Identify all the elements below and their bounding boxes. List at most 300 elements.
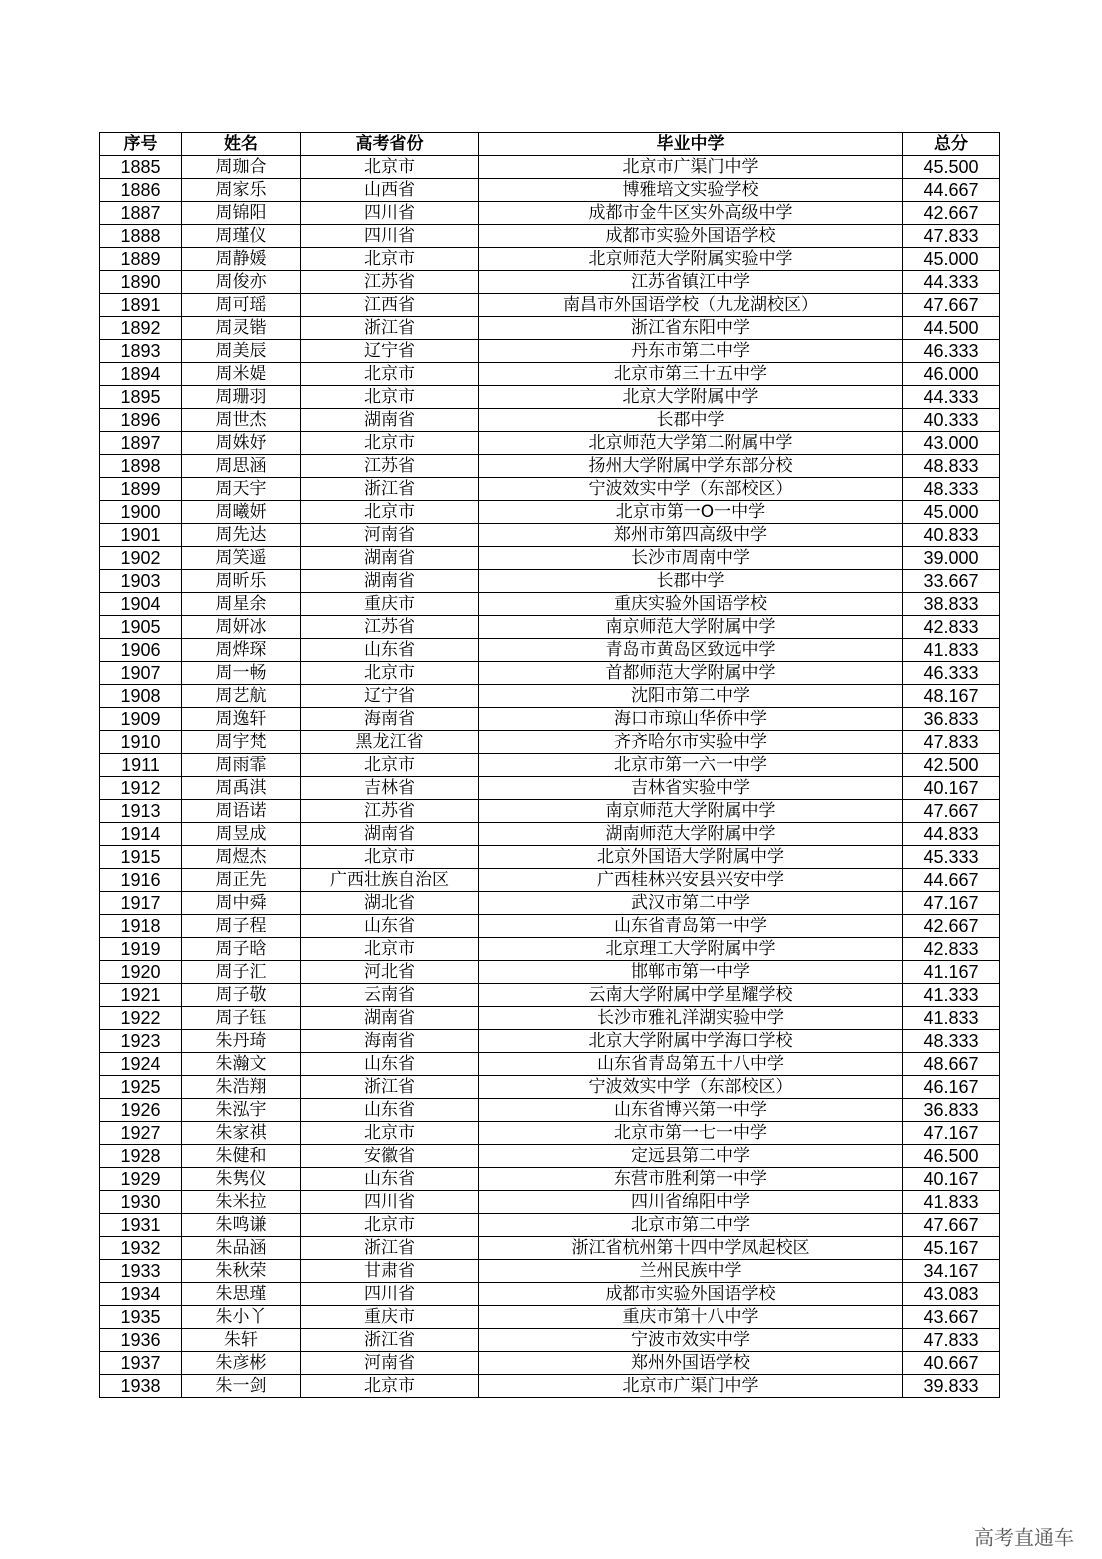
cell-score: 45.500 (903, 156, 1000, 179)
cell-school: 北京市广渠门中学 (479, 156, 903, 179)
table-row (100, 938, 1000, 961)
table-row (100, 1283, 1000, 1306)
cell-index: 1921 (100, 984, 182, 1007)
cell-score: 47.833 (903, 1329, 1000, 1352)
cell-province: 浙江省 (301, 1237, 479, 1260)
cell-index: 1897 (100, 432, 182, 455)
cell-province: 山东省 (301, 1099, 479, 1122)
cell-score: 40.667 (903, 1352, 1000, 1375)
cell-province: 湖北省 (301, 892, 479, 915)
cell-name: 周可瑶 (182, 294, 301, 317)
table-row (100, 1214, 1000, 1237)
cell-province: 湖南省 (301, 823, 479, 846)
cell-school: 北京理工大学附属中学 (479, 938, 903, 961)
table-row (100, 639, 1000, 662)
cell-school: 吉林省实验中学 (479, 777, 903, 800)
cell-name: 周姝妤 (182, 432, 301, 455)
cell-province: 黑龙江省 (301, 731, 479, 754)
table-row (100, 1007, 1000, 1030)
table-row (100, 869, 1000, 892)
cell-school: 博雅培文实验学校 (479, 179, 903, 202)
cell-score: 43.667 (903, 1306, 1000, 1329)
cell-province: 湖南省 (301, 547, 479, 570)
table-row (100, 179, 1000, 202)
header-school: 毕业中学 (479, 133, 903, 156)
cell-index: 1898 (100, 455, 182, 478)
cell-score: 44.333 (903, 386, 1000, 409)
cell-score: 40.333 (903, 409, 1000, 432)
cell-score: 42.500 (903, 754, 1000, 777)
cell-name: 朱彦彬 (182, 1352, 301, 1375)
cell-school: 成都市实验外国语学校 (479, 1283, 903, 1306)
cell-name: 周煜杰 (182, 846, 301, 869)
cell-school: 宁波效实中学（东部校区） (479, 478, 903, 501)
cell-index: 1885 (100, 156, 182, 179)
cell-index: 1928 (100, 1145, 182, 1168)
cell-score: 44.667 (903, 179, 1000, 202)
header-row (100, 133, 1000, 156)
table-row (100, 501, 1000, 524)
cell-name: 周俊亦 (182, 271, 301, 294)
cell-score: 46.167 (903, 1076, 1000, 1099)
table-row (100, 708, 1000, 731)
cell-index: 1925 (100, 1076, 182, 1099)
cell-index: 1935 (100, 1306, 182, 1329)
cell-province: 山东省 (301, 915, 479, 938)
cell-score: 45.000 (903, 248, 1000, 271)
cell-name: 周灵锴 (182, 317, 301, 340)
cell-school: 东营市胜利第一中学 (479, 1168, 903, 1191)
table-row (100, 432, 1000, 455)
cell-index: 1907 (100, 662, 182, 685)
table-row (100, 1306, 1000, 1329)
cell-province: 河南省 (301, 1352, 479, 1375)
cell-province: 北京市 (301, 432, 479, 455)
cell-name: 周语诺 (182, 800, 301, 823)
table-row (100, 915, 1000, 938)
cell-index: 1922 (100, 1007, 182, 1030)
cell-school: 南京师范大学附属中学 (479, 800, 903, 823)
cell-province: 四川省 (301, 202, 479, 225)
table-row (100, 1352, 1000, 1375)
cell-score: 47.667 (903, 800, 1000, 823)
cell-name: 朱小丫 (182, 1306, 301, 1329)
cell-score: 42.833 (903, 938, 1000, 961)
cell-name: 周静媛 (182, 248, 301, 271)
table-row (100, 1375, 1000, 1398)
cell-score: 41.167 (903, 961, 1000, 984)
cell-index: 1910 (100, 731, 182, 754)
table-row (100, 892, 1000, 915)
cell-name: 朱秋荣 (182, 1260, 301, 1283)
cell-index: 1887 (100, 202, 182, 225)
cell-score: 34.167 (903, 1260, 1000, 1283)
cell-province: 甘肃省 (301, 1260, 479, 1283)
table-row (100, 593, 1000, 616)
cell-name: 周思涵 (182, 455, 301, 478)
cell-score: 48.167 (903, 685, 1000, 708)
table-body (100, 156, 1000, 1398)
cell-score: 44.500 (903, 317, 1000, 340)
cell-index: 1909 (100, 708, 182, 731)
cell-name: 周星余 (182, 593, 301, 616)
cell-index: 1938 (100, 1375, 182, 1398)
cell-score: 38.833 (903, 593, 1000, 616)
cell-name: 周子钰 (182, 1007, 301, 1030)
cell-province: 山东省 (301, 639, 479, 662)
cell-province: 江西省 (301, 294, 479, 317)
cell-school: 扬州大学附属中学东部分校 (479, 455, 903, 478)
cell-province: 浙江省 (301, 317, 479, 340)
cell-name: 朱隽仪 (182, 1168, 301, 1191)
table-row (100, 1122, 1000, 1145)
table-row (100, 846, 1000, 869)
cell-index: 1908 (100, 685, 182, 708)
cell-province: 江苏省 (301, 271, 479, 294)
cell-school: 四川省绵阳中学 (479, 1191, 903, 1214)
cell-name: 周艺航 (182, 685, 301, 708)
cell-score: 41.833 (903, 1007, 1000, 1030)
cell-index: 1917 (100, 892, 182, 915)
cell-province: 北京市 (301, 386, 479, 409)
cell-province: 北京市 (301, 846, 479, 869)
cell-name: 朱家祺 (182, 1122, 301, 1145)
cell-province: 吉林省 (301, 777, 479, 800)
cell-name: 朱瀚文 (182, 1053, 301, 1076)
table-row (100, 225, 1000, 248)
cell-name: 周中舜 (182, 892, 301, 915)
table-row (100, 248, 1000, 271)
table-row (100, 961, 1000, 984)
cell-index: 1926 (100, 1099, 182, 1122)
cell-province: 北京市 (301, 938, 479, 961)
cell-index: 1895 (100, 386, 182, 409)
table-row (100, 156, 1000, 179)
cell-name: 朱思瑾 (182, 1283, 301, 1306)
cell-school: 宁波效实中学（东部校区） (479, 1076, 903, 1099)
table-row (100, 1329, 1000, 1352)
cell-school: 齐齐哈尔市实验中学 (479, 731, 903, 754)
cell-score: 46.333 (903, 662, 1000, 685)
table-row (100, 1099, 1000, 1122)
cell-province: 辽宁省 (301, 340, 479, 363)
header-index: 序号 (100, 133, 182, 156)
table-row (100, 202, 1000, 225)
cell-province: 北京市 (301, 248, 479, 271)
cell-school: 重庆实验外国语学校 (479, 593, 903, 616)
cell-score: 47.167 (903, 892, 1000, 915)
header-province: 高考省份 (301, 133, 479, 156)
cell-name: 周美辰 (182, 340, 301, 363)
cell-index: 1900 (100, 501, 182, 524)
cell-name: 朱丹琦 (182, 1030, 301, 1053)
table-row (100, 754, 1000, 777)
header-name: 姓名 (182, 133, 301, 156)
cell-name: 周逸轩 (182, 708, 301, 731)
cell-name: 朱米拉 (182, 1191, 301, 1214)
cell-school: 北京大学附属中学 (479, 386, 903, 409)
cell-school: 湖南师范大学附属中学 (479, 823, 903, 846)
cell-score: 48.833 (903, 455, 1000, 478)
cell-score: 48.333 (903, 478, 1000, 501)
cell-name: 周子敬 (182, 984, 301, 1007)
cell-index: 1890 (100, 271, 182, 294)
cell-province: 湖南省 (301, 1007, 479, 1030)
cell-score: 39.000 (903, 547, 1000, 570)
cell-score: 45.167 (903, 1237, 1000, 1260)
cell-name: 周家乐 (182, 179, 301, 202)
cell-province: 北京市 (301, 363, 479, 386)
cell-province: 北京市 (301, 156, 479, 179)
cell-school: 丹东市第二中学 (479, 340, 903, 363)
cell-index: 1927 (100, 1122, 182, 1145)
table-row (100, 570, 1000, 593)
cell-name: 周曦妍 (182, 501, 301, 524)
cell-score: 36.833 (903, 1099, 1000, 1122)
table-row (100, 662, 1000, 685)
cell-school: 北京市第三十五中学 (479, 363, 903, 386)
cell-index: 1934 (100, 1283, 182, 1306)
cell-score: 39.833 (903, 1375, 1000, 1398)
cell-index: 1903 (100, 570, 182, 593)
cell-score: 48.333 (903, 1030, 1000, 1053)
cell-school: 山东省青岛第一中学 (479, 915, 903, 938)
cell-index: 1930 (100, 1191, 182, 1214)
cell-score: 36.833 (903, 708, 1000, 731)
cell-province: 江苏省 (301, 616, 479, 639)
table-row (100, 524, 1000, 547)
cell-index: 1892 (100, 317, 182, 340)
cell-province: 山东省 (301, 1053, 479, 1076)
cell-name: 周正先 (182, 869, 301, 892)
cell-score: 41.833 (903, 1191, 1000, 1214)
cell-score: 43.000 (903, 432, 1000, 455)
cell-school: 成都市金牛区实外高级中学 (479, 202, 903, 225)
cell-school: 北京市广渠门中学 (479, 1375, 903, 1398)
table-row (100, 1237, 1000, 1260)
cell-school: 浙江省东阳中学 (479, 317, 903, 340)
cell-school: 成都市实验外国语学校 (479, 225, 903, 248)
cell-province: 江苏省 (301, 455, 479, 478)
cell-school: 山东省博兴第一中学 (479, 1099, 903, 1122)
cell-school: 长郡中学 (479, 570, 903, 593)
cell-score: 41.333 (903, 984, 1000, 1007)
cell-score: 40.167 (903, 1168, 1000, 1191)
cell-index: 1914 (100, 823, 182, 846)
cell-index: 1911 (100, 754, 182, 777)
cell-name: 周瑾仪 (182, 225, 301, 248)
cell-school: 邯郸市第一中学 (479, 961, 903, 984)
cell-index: 1915 (100, 846, 182, 869)
cell-index: 1902 (100, 547, 182, 570)
cell-school: 定远县第二中学 (479, 1145, 903, 1168)
cell-score: 47.167 (903, 1122, 1000, 1145)
cell-province: 河南省 (301, 524, 479, 547)
cell-school: 北京市第一O一中学 (479, 501, 903, 524)
cell-school: 青岛市黄岛区致远中学 (479, 639, 903, 662)
cell-name: 周宇梵 (182, 731, 301, 754)
cell-index: 1936 (100, 1329, 182, 1352)
cell-name: 周世杰 (182, 409, 301, 432)
cell-name: 朱鸣谦 (182, 1214, 301, 1237)
cell-name: 周子程 (182, 915, 301, 938)
cell-index: 1913 (100, 800, 182, 823)
cell-name: 朱浩翔 (182, 1076, 301, 1099)
cell-province: 浙江省 (301, 478, 479, 501)
cell-index: 1891 (100, 294, 182, 317)
cell-index: 1905 (100, 616, 182, 639)
cell-province: 广西壮族自治区 (301, 869, 479, 892)
cell-name: 周一畅 (182, 662, 301, 685)
cell-index: 1901 (100, 524, 182, 547)
cell-school: 江苏省镇江中学 (479, 271, 903, 294)
table-row (100, 1145, 1000, 1168)
cell-province: 河北省 (301, 961, 479, 984)
cell-school: 北京市第一七一中学 (479, 1122, 903, 1145)
cell-name: 周珈合 (182, 156, 301, 179)
cell-school: 兰州民族中学 (479, 1260, 903, 1283)
cell-index: 1893 (100, 340, 182, 363)
cell-school: 海口市琼山华侨中学 (479, 708, 903, 731)
cell-name: 周禹淇 (182, 777, 301, 800)
cell-index: 1899 (100, 478, 182, 501)
cell-school: 郑州外国语学校 (479, 1352, 903, 1375)
cell-score: 42.667 (903, 202, 1000, 225)
cell-province: 北京市 (301, 501, 479, 524)
cell-province: 北京市 (301, 662, 479, 685)
watermark: 高考直通车 (974, 1525, 1074, 1550)
cell-province: 重庆市 (301, 1306, 479, 1329)
cell-name: 周米媞 (182, 363, 301, 386)
table-row (100, 616, 1000, 639)
cell-score: 46.000 (903, 363, 1000, 386)
cell-score: 48.667 (903, 1053, 1000, 1076)
cell-name: 周子汇 (182, 961, 301, 984)
cell-index: 1919 (100, 938, 182, 961)
cell-school: 云南大学附属中学星耀学校 (479, 984, 903, 1007)
cell-province: 江苏省 (301, 800, 479, 823)
cell-province: 安徽省 (301, 1145, 479, 1168)
cell-name: 周烨琛 (182, 639, 301, 662)
cell-index: 1923 (100, 1030, 182, 1053)
cell-name: 周锦阳 (182, 202, 301, 225)
cell-score: 47.667 (903, 294, 1000, 317)
table-row (100, 984, 1000, 1007)
score-table (99, 132, 1000, 1398)
cell-name: 周妍冰 (182, 616, 301, 639)
cell-province: 云南省 (301, 984, 479, 1007)
table-row (100, 409, 1000, 432)
cell-index: 1906 (100, 639, 182, 662)
table-row (100, 1076, 1000, 1099)
table-row (100, 455, 1000, 478)
table-row (100, 547, 1000, 570)
cell-index: 1929 (100, 1168, 182, 1191)
cell-school: 沈阳市第二中学 (479, 685, 903, 708)
cell-score: 41.833 (903, 639, 1000, 662)
cell-score: 33.667 (903, 570, 1000, 593)
table-row (100, 386, 1000, 409)
cell-name: 周笑遥 (182, 547, 301, 570)
cell-score: 44.667 (903, 869, 1000, 892)
cell-name: 朱健和 (182, 1145, 301, 1168)
cell-index: 1920 (100, 961, 182, 984)
cell-score: 40.833 (903, 524, 1000, 547)
cell-school: 浙江省杭州第十四中学凤起校区 (479, 1237, 903, 1260)
cell-province: 北京市 (301, 754, 479, 777)
cell-index: 1918 (100, 915, 182, 938)
table-row (100, 823, 1000, 846)
cell-province: 四川省 (301, 225, 479, 248)
cell-index: 1888 (100, 225, 182, 248)
cell-name: 朱一剑 (182, 1375, 301, 1398)
cell-school: 北京外国语大学附属中学 (479, 846, 903, 869)
table-row (100, 777, 1000, 800)
cell-index: 1889 (100, 248, 182, 271)
cell-school: 北京师范大学附属实验中学 (479, 248, 903, 271)
cell-school: 重庆市第十八中学 (479, 1306, 903, 1329)
cell-province: 海南省 (301, 1030, 479, 1053)
table-row (100, 340, 1000, 363)
cell-score: 47.833 (903, 731, 1000, 754)
cell-name: 朱品涵 (182, 1237, 301, 1260)
cell-index: 1896 (100, 409, 182, 432)
table-row (100, 685, 1000, 708)
table-row (100, 271, 1000, 294)
cell-score: 44.833 (903, 823, 1000, 846)
cell-name: 朱泓宇 (182, 1099, 301, 1122)
cell-score: 45.333 (903, 846, 1000, 869)
table-row (100, 317, 1000, 340)
cell-province: 湖南省 (301, 409, 479, 432)
cell-name: 周珊羽 (182, 386, 301, 409)
cell-school: 宁波市效实中学 (479, 1329, 903, 1352)
cell-school: 山东省青岛第五十八中学 (479, 1053, 903, 1076)
cell-index: 1894 (100, 363, 182, 386)
cell-school: 南昌市外国语学校（九龙湖校区） (479, 294, 903, 317)
cell-province: 海南省 (301, 708, 479, 731)
cell-province: 北京市 (301, 1122, 479, 1145)
cell-school: 北京市第一六一中学 (479, 754, 903, 777)
cell-school: 武汉市第二中学 (479, 892, 903, 915)
table-row (100, 1191, 1000, 1214)
cell-province: 四川省 (301, 1283, 479, 1306)
table-row (100, 294, 1000, 317)
table-row (100, 731, 1000, 754)
cell-province: 山西省 (301, 179, 479, 202)
cell-index: 1932 (100, 1237, 182, 1260)
cell-index: 1912 (100, 777, 182, 800)
table-row (100, 1053, 1000, 1076)
cell-school: 长郡中学 (479, 409, 903, 432)
cell-score: 42.833 (903, 616, 1000, 639)
cell-school: 北京师范大学第二附属中学 (479, 432, 903, 455)
cell-score: 40.167 (903, 777, 1000, 800)
cell-score: 45.000 (903, 501, 1000, 524)
cell-province: 山东省 (301, 1168, 479, 1191)
table-row (100, 478, 1000, 501)
table-header (100, 133, 1000, 156)
cell-school: 长沙市周南中学 (479, 547, 903, 570)
cell-school: 首都师范大学附属中学 (479, 662, 903, 685)
cell-score: 47.833 (903, 225, 1000, 248)
cell-score: 46.500 (903, 1145, 1000, 1168)
cell-index: 1886 (100, 179, 182, 202)
cell-school: 广西桂林兴安县兴安中学 (479, 869, 903, 892)
header-score: 总分 (903, 133, 1000, 156)
cell-name: 周子晗 (182, 938, 301, 961)
cell-name: 周先达 (182, 524, 301, 547)
